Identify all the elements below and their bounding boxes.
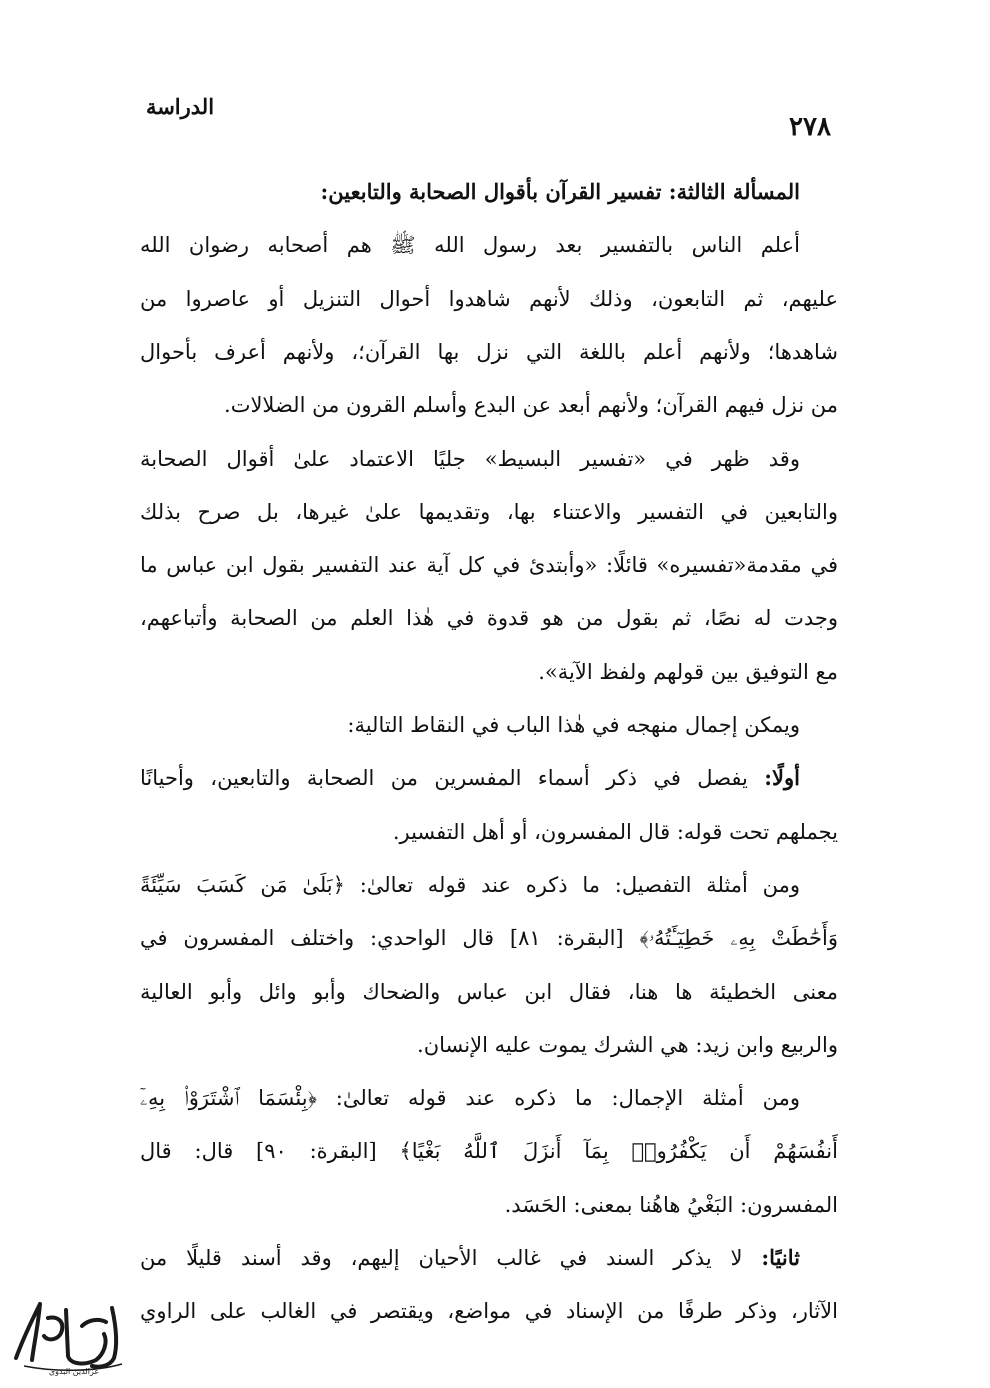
text-line bbox=[140, 598, 838, 638]
text-line bbox=[140, 225, 800, 265]
line-text: شاهدها؛ ولأنهم أعلم باللغة التي نزل بها القرآن؛، ولأنهم أعرف بأحوال bbox=[140, 339, 838, 364]
line-text: من نزل فيهم القرآن؛ ولأنهم أبعد عن البدع وأسلم القرون من الضلالات. bbox=[224, 393, 838, 418]
section-heading bbox=[140, 172, 800, 212]
text-line bbox=[140, 332, 838, 372]
text-line bbox=[140, 758, 800, 798]
line-text: أَنفُسَهُمْ أَن يَكْفُرُوا۟ بِمَآ أَنزَلَ ٱللَّهُ بَغْيًا﴾ [البقرة: ٩٠] قال: قال bbox=[140, 1139, 838, 1164]
text-line bbox=[140, 1078, 800, 1118]
text-line bbox=[140, 439, 800, 479]
line-text: والتابعين في التفسير والاعتناء بها، وتقديمها علىٰ غيرها، بل صرح بذلك bbox=[140, 499, 838, 524]
text-line bbox=[140, 918, 838, 958]
line-text: وقد ظهر في «تفسير البسيط» جليًا الاعتماد علىٰ أقوال الصحابة bbox=[140, 446, 800, 471]
text-line bbox=[140, 865, 800, 905]
logo-caption: عزالدين البدوي bbox=[48, 1367, 100, 1376]
line-text: لا يذكر السند في غالب الأحيان إليهم، وقد أسند قليلًا من bbox=[140, 1246, 762, 1270]
point-label: أولًا: bbox=[764, 765, 800, 791]
text-line bbox=[140, 492, 838, 532]
text-line bbox=[140, 1238, 800, 1278]
line-text: أعلم الناس بالتفسير بعد رسول الله ﷺ هم أصحابه رضوان الله bbox=[140, 233, 800, 258]
line-text: ومن أمثلة الإجمال: ما ذكره عند قوله تعالىٰ: ﴿بِئْسَمَا ٱشْتَرَوْا۟ بِهِۦٓ bbox=[140, 1086, 800, 1111]
line-text: الآثار، وذكر طرفًا من الإسناد في مواضع، ويقتصر في الغالب على الراوي bbox=[140, 1299, 838, 1324]
text-line bbox=[140, 972, 838, 1012]
text-line bbox=[140, 1025, 838, 1065]
line-text: والربيع وابن زيد: هي الشرك يموت عليه الإنسان. bbox=[417, 1032, 838, 1057]
line-text: يفصل في ذكر أسماء المفسرين من الصحابة والتابعين، وأحيانًا bbox=[140, 766, 765, 791]
text-line bbox=[140, 1131, 838, 1171]
text-line bbox=[140, 385, 838, 425]
text-line bbox=[140, 545, 838, 585]
line-text: وجدت له نصًا، ثم بقول من هو قدوة في هٰذا العلم من الصحابة وأتباعهم، bbox=[140, 606, 838, 631]
point-label: ثانيًا: bbox=[761, 1245, 800, 1270]
line-text: وَأَحَٰطَتْ بِهِۦ خَطِيٓـَٔتُهُۥ﴾ [البقرة: ٨١] قال الواحدي: واختلف المفسرون في bbox=[140, 926, 838, 951]
text-line bbox=[140, 652, 838, 692]
line-text: عليهم، ثم التابعون، وذلك لأنهم شاهدوا أحوال التنزيل أو عاصروا من bbox=[140, 286, 838, 311]
text-line bbox=[140, 1291, 838, 1331]
line-text: مع التوفيق بين قولهم ولفظ الآية». bbox=[538, 659, 838, 684]
text-line bbox=[140, 812, 838, 852]
publisher-logo bbox=[4, 1296, 134, 1376]
line-text: معنى الخطيئة ها هنا، فقال ابن عباس والضحاك وأبو وائل وأبو العالية bbox=[140, 979, 838, 1004]
line-text: في مقدمة«تفسيره» قائلًا: «وأبتدئ في كل آية عند التفسير بقول ابن عباس ما bbox=[140, 553, 838, 578]
line-text: المفسرون: البَغْيُ هاهُنا بمعنى: الحَسَد. bbox=[504, 1192, 838, 1217]
text-line bbox=[140, 705, 800, 745]
text-line bbox=[140, 1185, 838, 1225]
page-number: ٢٧٨ bbox=[789, 112, 831, 142]
text-line bbox=[140, 279, 838, 319]
line-text: ومن أمثلة التفصيل: ما ذكره عند قوله تعالىٰ: ﴿بَلَىٰ مَن كَسَبَ سَيِّئَةً bbox=[140, 872, 800, 897]
line-text: المسألة الثالثة: تفسير القرآن بأقوال الصحابة والتابعين: bbox=[320, 179, 800, 204]
running-head: الدراسة bbox=[145, 94, 215, 119]
line-text: يجملهم تحت قوله: قال المفسرون، أو أهل التفسير. bbox=[392, 819, 838, 844]
line-text: ويمكن إجمال منهجه في هٰذا الباب في النقاط التالية: bbox=[347, 713, 800, 737]
